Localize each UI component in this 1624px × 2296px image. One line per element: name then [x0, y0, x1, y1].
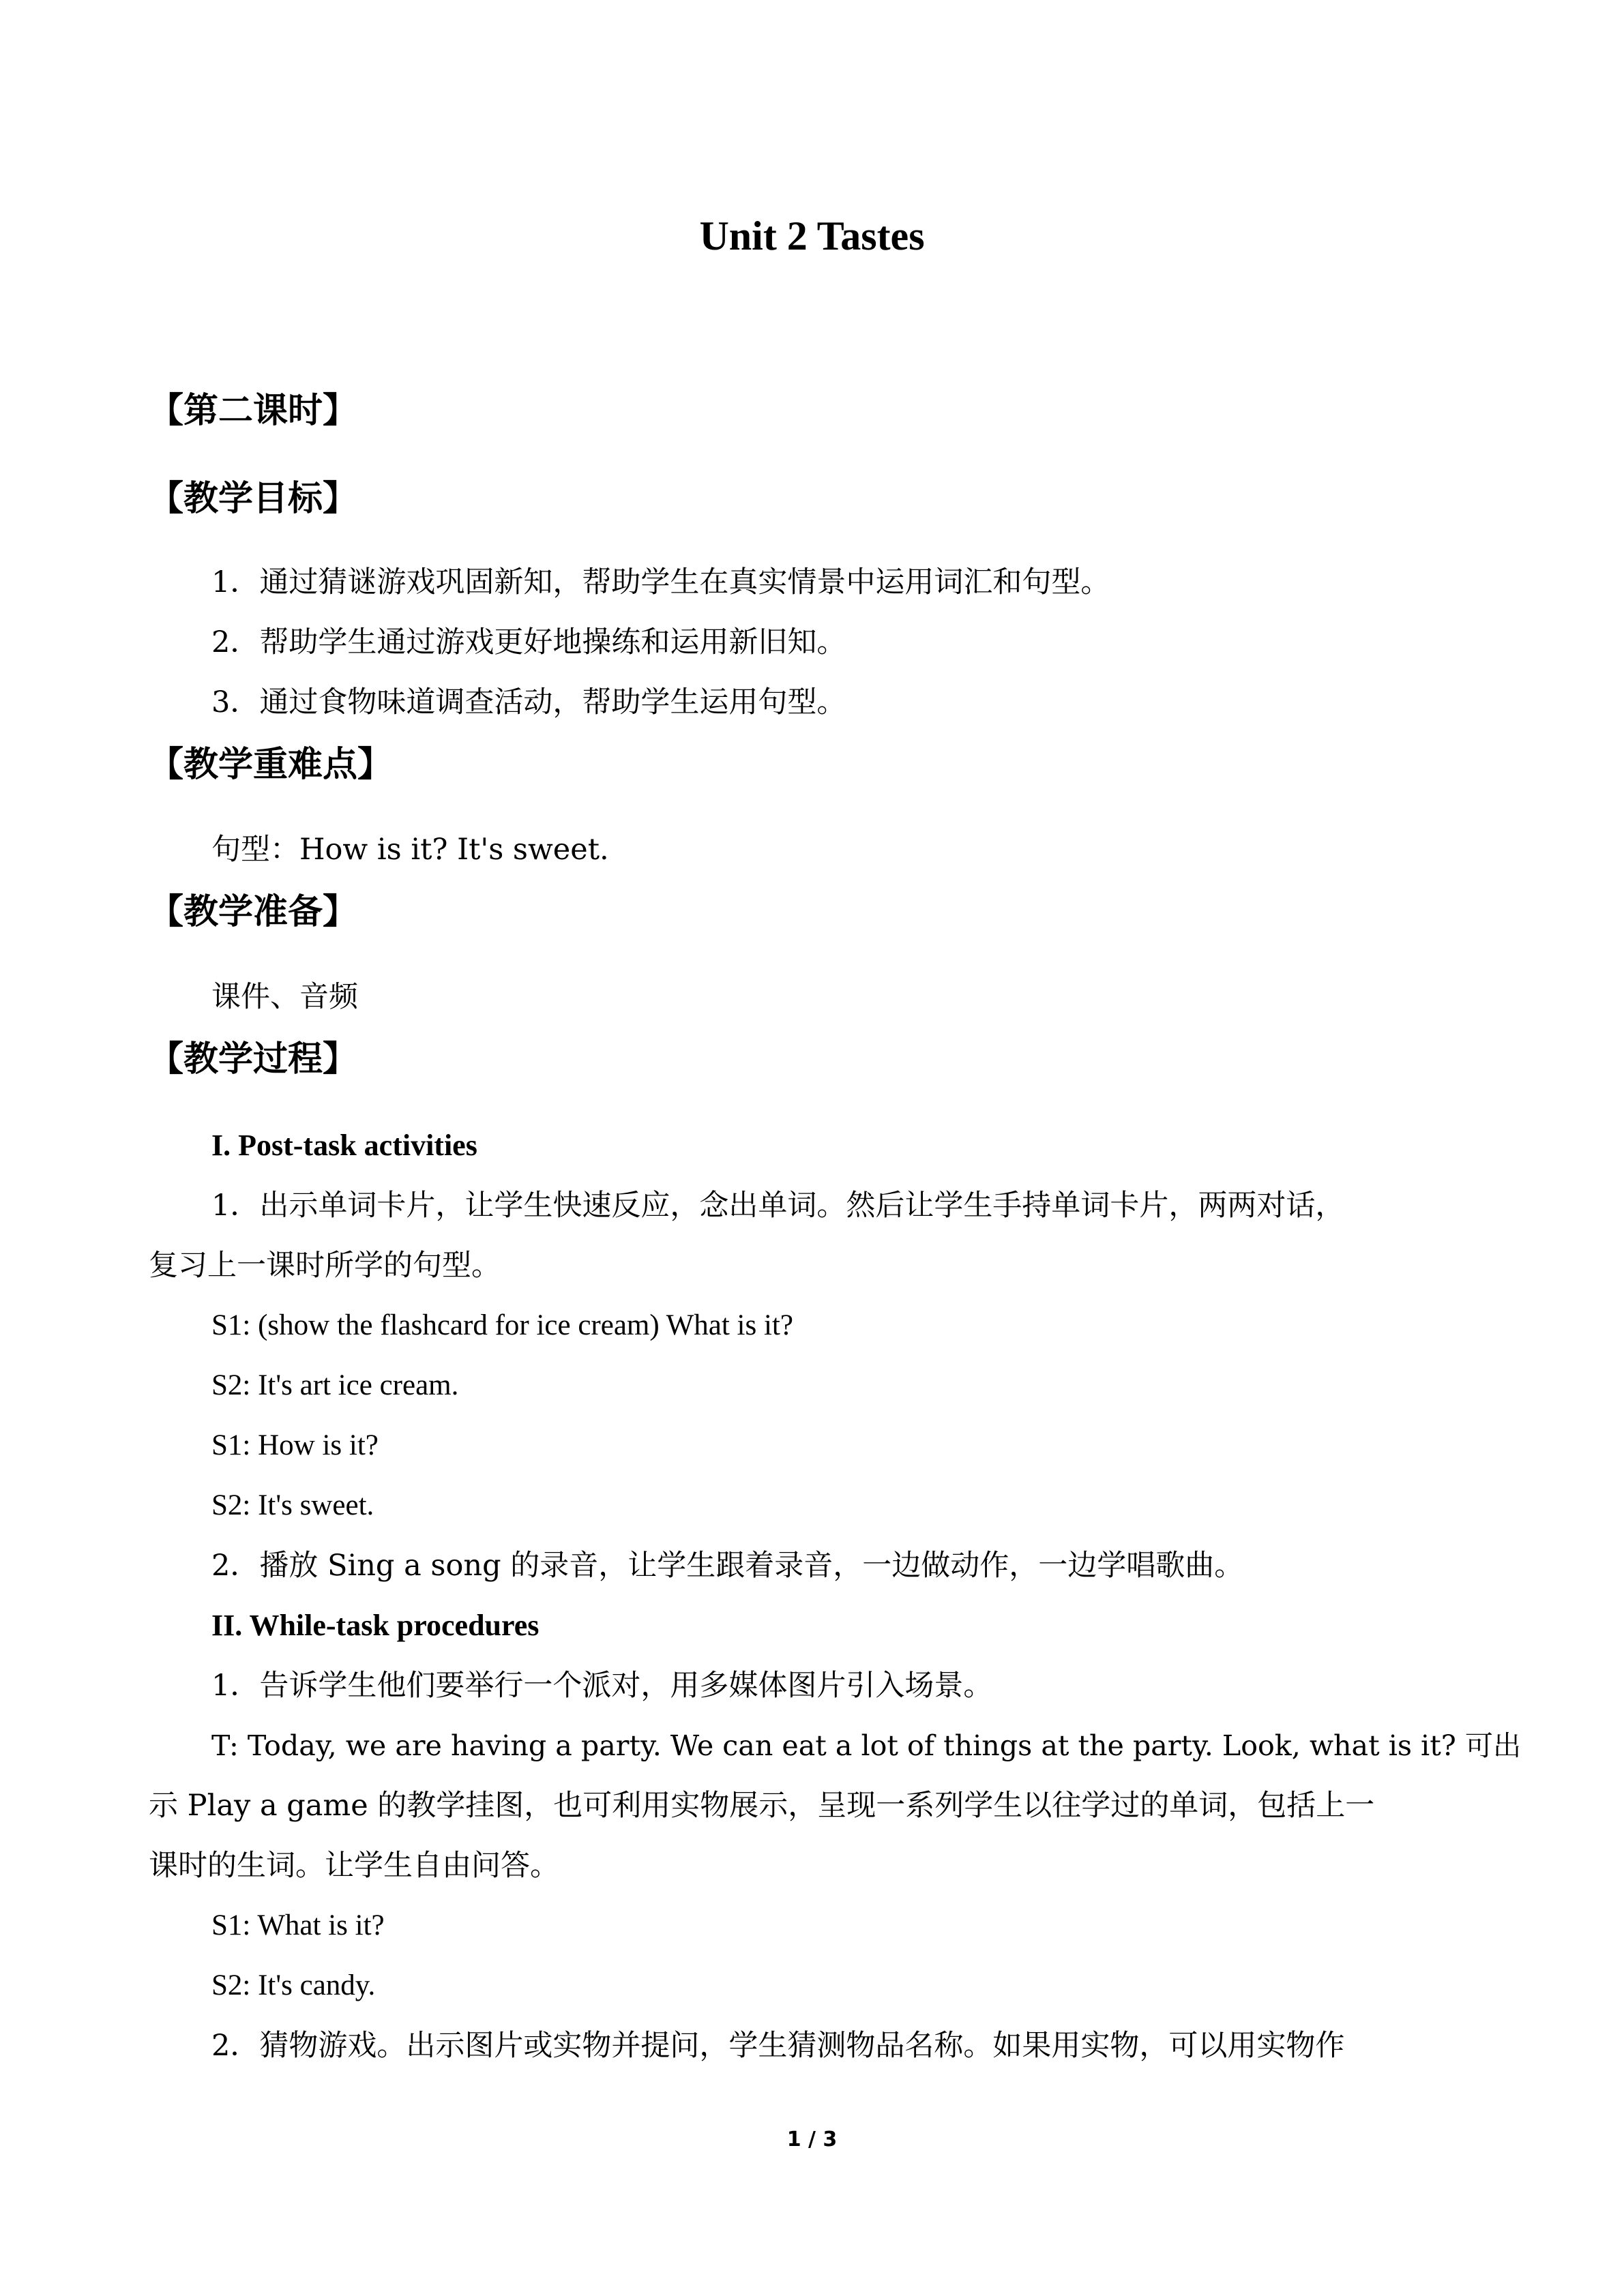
dialogue-line: S1: (show the flashcard for ice cream) What is it? — [211, 1309, 793, 1341]
section-post-task: I. Post-task activities — [211, 1129, 477, 1162]
paragraph-line: T: Today, we are having a party. We can eat a lot of things at the party. Look, what is it? 可出 — [211, 1729, 1522, 1762]
paragraph-line: 1．告诉学生他们要举行一个派对，用多媒体图片引入场景。 — [211, 1669, 993, 1703]
objective-item: 2．帮助学生通过游戏更好地操练和运用新旧知。 — [211, 625, 846, 659]
heading-preparation: 【教学准备】 — [149, 892, 358, 932]
paragraph-line: 2．播放 Sing a song 的录音，让学生跟着录音，一边做动作，一边学唱歌曲。 — [211, 1549, 1244, 1583]
page-number: 1 / 3 — [786, 2128, 838, 2151]
preparation-text: 课件、音频 — [211, 980, 358, 1014]
dialogue-line: S2: It's sweet. — [211, 1489, 374, 1521]
paragraph-line: 1．出示单词卡片，让学生快速反应，念出单词。然后让学生手持单词卡片，两两对话， — [211, 1189, 1345, 1223]
paragraph-line: 复习上一课时所学的句型。 — [149, 1249, 501, 1283]
dialogue-line: S1: What is it? — [211, 1909, 385, 1941]
objective-item: 1．通过猜谜游戏巩固新知，帮助学生在真实情景中运用词汇和句型。 — [211, 565, 1110, 599]
section-while-task: II. While-task procedures — [211, 1609, 540, 1642]
dialogue-line: S1: How is it? — [211, 1429, 379, 1461]
document-title: Unit 2 Tastes — [699, 213, 925, 258]
dialogue-line: S2: It's candy. — [211, 1969, 376, 2001]
heading-lesson: 【第二课时】 — [149, 391, 358, 431]
objective-item: 3．通过食物味道调查活动，帮助学生运用句型。 — [211, 685, 846, 719]
paragraph-line: 课时的生词。让学生自由问答。 — [149, 1849, 559, 1883]
heading-key-points: 【教学重难点】 — [149, 745, 393, 785]
paragraph-line: 2．猜物游戏。出示图片或实物并提问，学生猜测物品名称。如果用实物，可以用实物作 — [211, 2029, 1345, 2063]
dialogue-line: S2: It's art ice cream. — [211, 1369, 459, 1401]
paragraph-line: 示 Play a game 的教学挂图，也可利用实物展示，呈现一系列学生以往学过的单词，包括上一 — [149, 1789, 1375, 1823]
key-points-text: 句型：How is it? It's sweet. — [211, 833, 609, 867]
heading-objectives: 【教学目标】 — [149, 479, 358, 519]
heading-process: 【教学过程】 — [149, 1039, 358, 1079]
